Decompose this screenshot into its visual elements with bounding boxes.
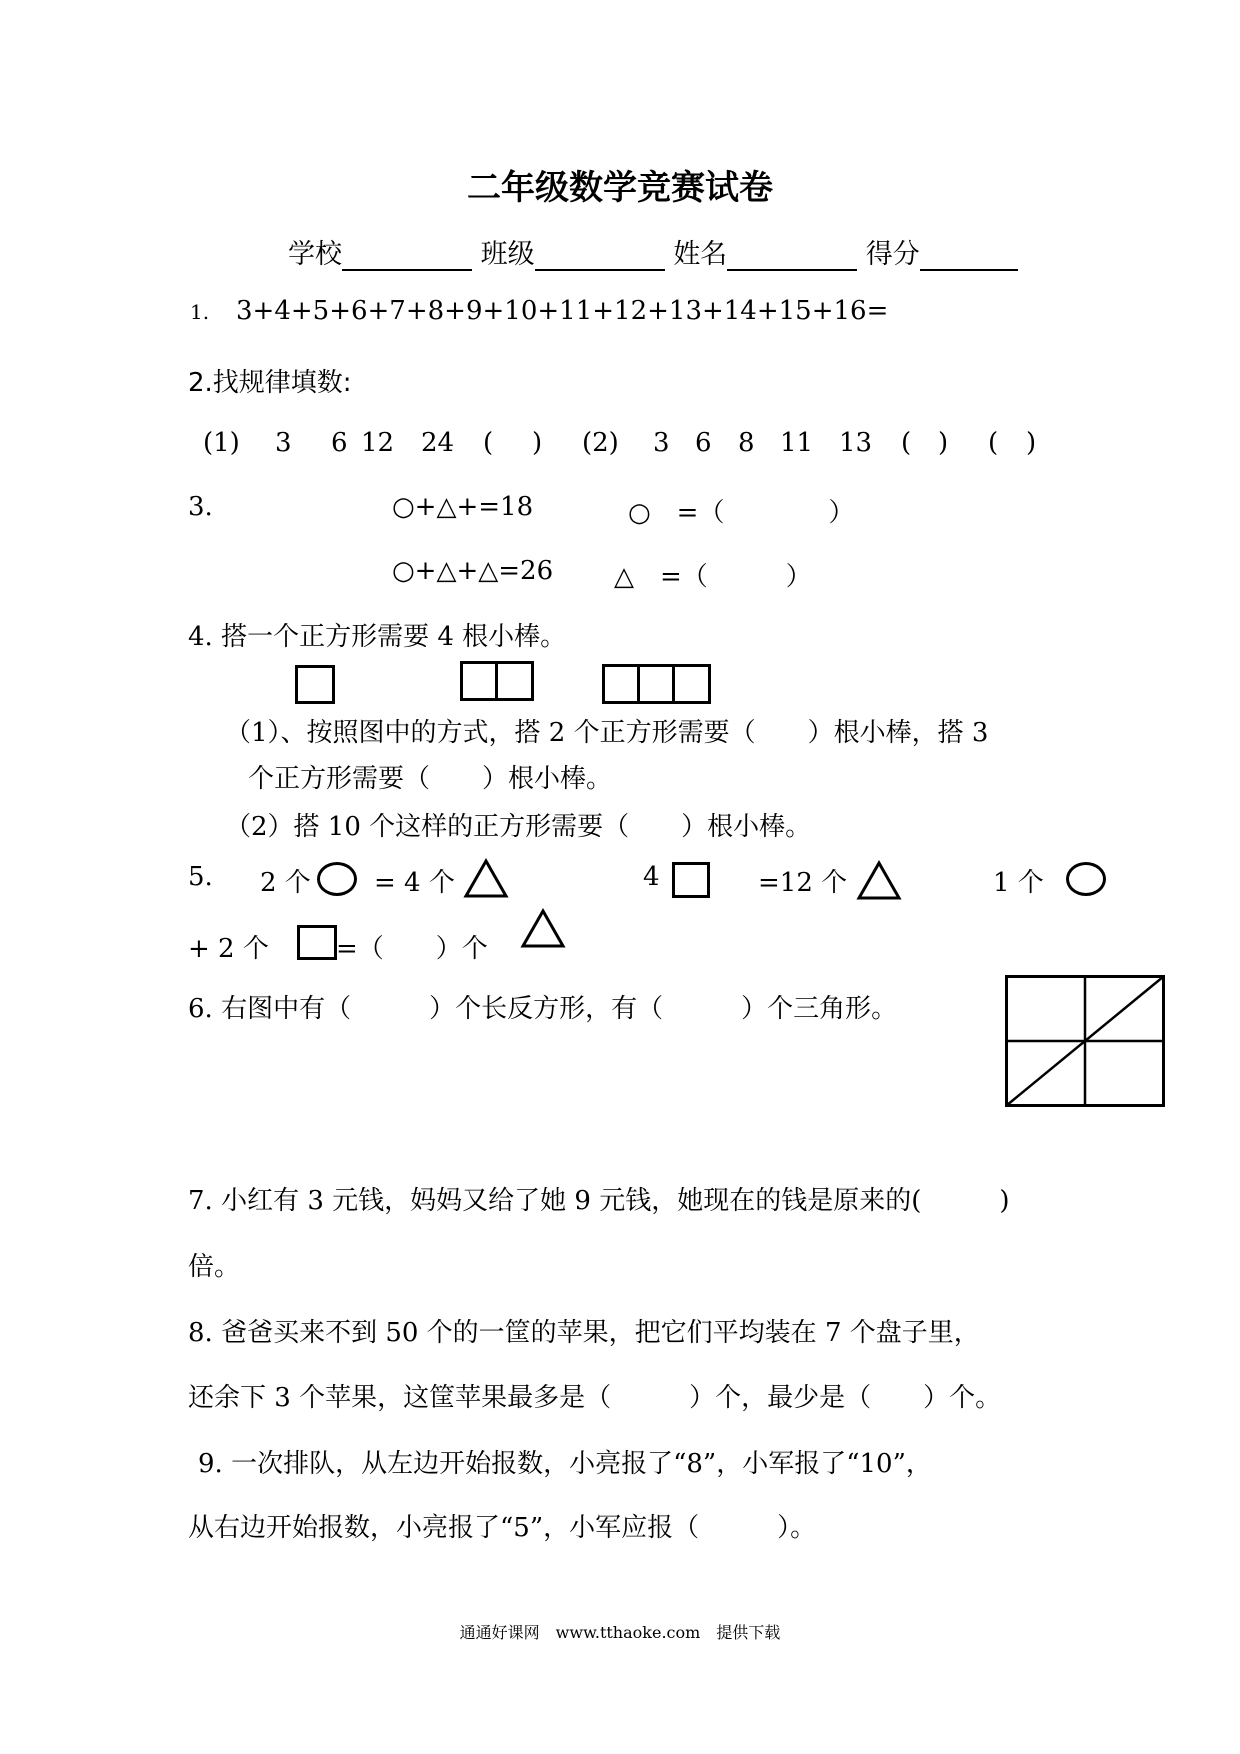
matchstick-square-3c (672, 664, 711, 704)
footer-text: 通通好课网 www.tthaoke.com 提供下载 (459, 1623, 781, 1642)
name-label: 姓名 (673, 239, 728, 270)
q2-part2-term: 3 (653, 428, 670, 458)
matchstick-square-2a (460, 661, 498, 701)
q1-number: 1. (190, 300, 210, 324)
q2-paren-close: ) (532, 428, 543, 458)
matchstick-square-3b (637, 664, 675, 704)
q5-text-f: + 2 个 (188, 934, 269, 964)
score-field[interactable] (920, 241, 1018, 271)
q4-title: 4. 搭一个正方形需要 4 根小棒。 (188, 622, 567, 652)
matchstick-square-2b (495, 661, 534, 701)
q9-line-2: 从右边开始报数，小亮报了“5”，小军应报（ ）。 (188, 1513, 817, 1543)
q3-number: 3. (188, 492, 213, 522)
q2-paren-close: ) (1026, 428, 1037, 458)
q5-number: 5. (188, 862, 213, 892)
q4-line-3: （2）搭 10 个这样的正方形需要（ ）根小棒。 (225, 812, 812, 842)
q2-paren-open: ( (483, 428, 494, 458)
q2-part1-term: 6 (331, 428, 348, 458)
name-field[interactable] (727, 241, 857, 271)
q4-line-2: 个正方形需要（ ）根小棒。 (248, 764, 613, 794)
triangle-icon (463, 858, 509, 898)
q2-part1-term: 12 (361, 428, 395, 458)
matchstick-square-3a (602, 664, 640, 704)
q2-part2-label: (2) (582, 428, 619, 458)
square-icon (672, 862, 710, 898)
q4-line-1: （1）、按照图中的方式，搭 2 个正方形需要（ ）根小棒，搭 3 (225, 718, 989, 748)
q7-line-2: 倍。 (188, 1252, 241, 1282)
score-label: 得分 (865, 239, 920, 270)
circle-icon (1066, 862, 1106, 896)
q6-text: 6. 右图中有（ ）个长反方形，有（ ）个三角形。 (188, 994, 898, 1024)
triangle-icon (856, 860, 902, 900)
q5-text-c: 4 (643, 862, 660, 892)
q2-paren-open: ( (988, 428, 999, 458)
class-field[interactable] (535, 241, 665, 271)
q2-part1-term: 24 (421, 428, 455, 458)
rectangle-figure (1005, 975, 1165, 1107)
q5-text-d: =12 个 (758, 868, 848, 898)
q3-equation-2: ○+△+△=26 (392, 556, 554, 586)
q8-line-2: 还余下 3 个苹果，这筐苹果最多是（ ）个，最少是（ ）个。 (188, 1383, 1002, 1413)
q3-equation-1: ○+△+=18 (392, 492, 534, 522)
q2-part2-term: 11 (780, 428, 814, 458)
q2-part2-term: 8 (738, 428, 755, 458)
school-label: 学校 (288, 239, 342, 270)
q5-text-e: 1 个 (993, 868, 1044, 898)
class-label: 班级 (480, 239, 535, 270)
q2-part1-term: 3 (275, 428, 292, 458)
circle-icon (317, 862, 357, 896)
q2-paren-close: ) (938, 428, 949, 458)
q2-paren-open: ( (901, 428, 912, 458)
q2-part2-term: 6 (695, 428, 712, 458)
page-title: 二年级数学竞赛试卷 (467, 168, 773, 208)
q5-text-a: 2 个 (260, 868, 311, 898)
triangle-icon (520, 908, 566, 948)
q7-line-1: 7. 小红有 3 元钱，妈妈又给了她 9 元钱，她现在的钱是原来的( ) (188, 1186, 1010, 1216)
q2-part1-label: (1) (203, 428, 240, 458)
info-line (288, 232, 1018, 271)
q5-text-g: =（ ）个 (336, 934, 488, 964)
q2-part2-term: 13 (839, 428, 873, 458)
school-field[interactable] (342, 241, 472, 271)
q5-text-b: = 4 个 (374, 868, 455, 898)
q3-answer-2: △ =（ ） (614, 562, 812, 592)
matchstick-square-1 (295, 665, 335, 704)
q8-line-1: 8. 爸爸买来不到 50 个的一筐的苹果，把它们平均装在 7 个盘子里， (188, 1318, 980, 1348)
q9-line-1: 9. 一次排队，从左边开始报数，小亮报了“8”，小军报了“10”， (198, 1449, 932, 1479)
q1-expression: 3+4+5+6+7+8+9+10+11+12+13+14+15+16= (236, 296, 889, 326)
q2-title: 2.找规律填数: (188, 368, 352, 398)
q3-answer-1: ○ =（ ） (628, 498, 855, 528)
square-icon (297, 925, 337, 960)
